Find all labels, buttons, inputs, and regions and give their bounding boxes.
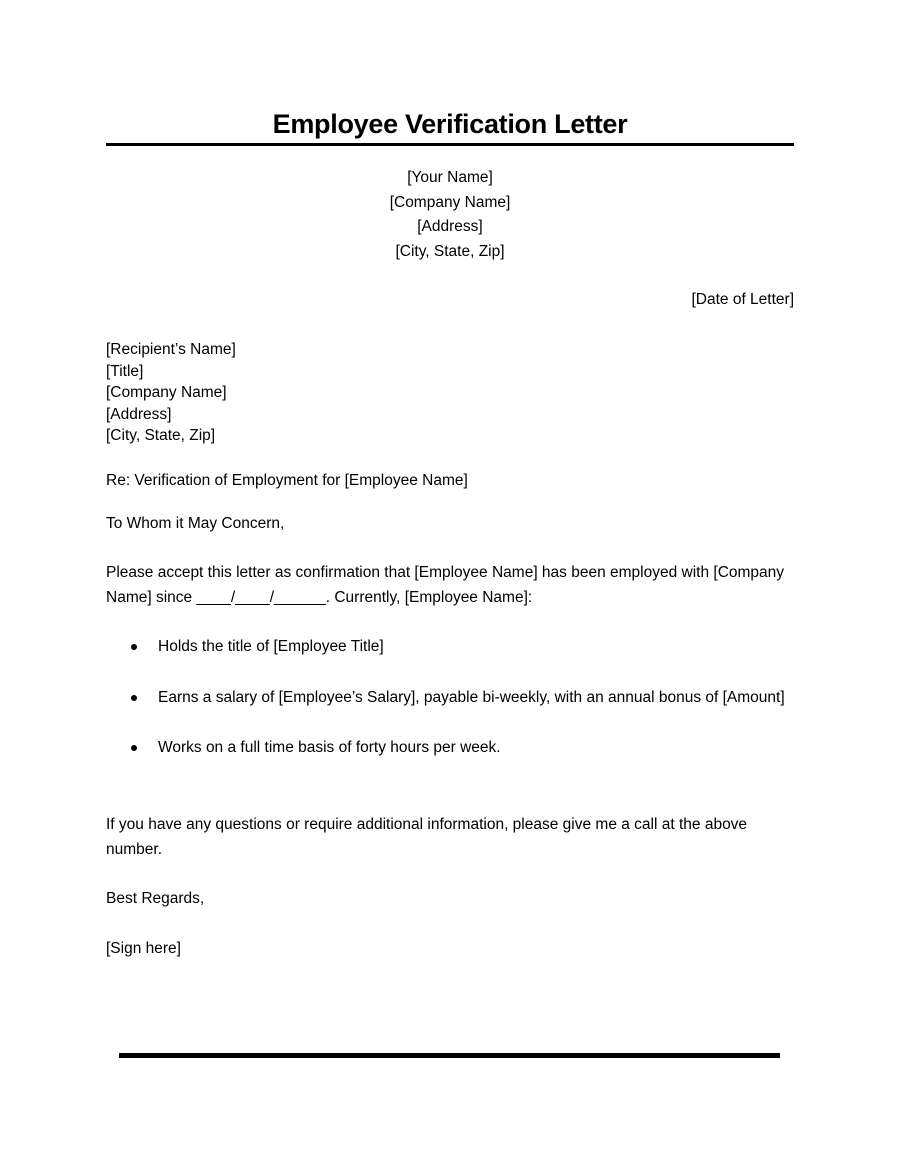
re-line: Re: Verification of Employment for [Employee Name]	[106, 472, 468, 489]
recipient-company: [Company Name]	[106, 384, 227, 402]
list-item-text: Works on a full time basis of forty hours per week.	[158, 739, 501, 756]
recipient-address: [Address]	[106, 405, 172, 423]
body-paragraph-contact: If you have any questions or require additional information, please give me a call at the above number.	[106, 816, 748, 858]
letter-date: [Date of Letter]	[691, 291, 794, 308]
employment-details-list	[106, 634, 796, 786]
recipient-title: [Title]	[106, 362, 144, 380]
bullet-icon	[131, 745, 137, 751]
sender-block	[106, 166, 794, 264]
list-item-text: Earns a salary of [Employee’s Salary], payable bi-weekly, with an annual bonus of [Amount]	[158, 688, 785, 706]
signature-placeholder: [Sign here]	[106, 940, 181, 957]
recipient-block	[106, 339, 236, 447]
body-paragraph-confirmation: Please accept this letter as confirmation that [Employee Name] has been employed with [Company Name] since ____/____/______. Currently, [Employee Name]:	[106, 564, 785, 606]
bullet-icon	[131, 695, 137, 701]
list-item	[106, 634, 796, 660]
closing: Best Regards,	[106, 890, 205, 907]
bullet-icon	[131, 644, 137, 650]
recipient-city-state-zip: [City, State, Zip]	[106, 427, 216, 445]
footer-rule	[119, 1053, 780, 1058]
letter-title: Employee Verification Letter	[272, 109, 628, 139]
title-underline-rule	[106, 143, 794, 146]
recipient-name: [Recipient’s Name]	[106, 341, 236, 358]
sender-city-state-zip: [City, State, Zip]	[395, 242, 505, 260]
greeting: To Whom it May Concern,	[106, 515, 285, 532]
list-item	[106, 735, 796, 761]
sender-name: [Your Name]	[407, 169, 493, 186]
list-item	[106, 685, 796, 711]
sender-company: [Company Name]	[389, 193, 511, 211]
list-item-text: Holds the title of [Employee Title]	[158, 638, 384, 655]
sender-address: [Address]	[417, 218, 483, 235]
